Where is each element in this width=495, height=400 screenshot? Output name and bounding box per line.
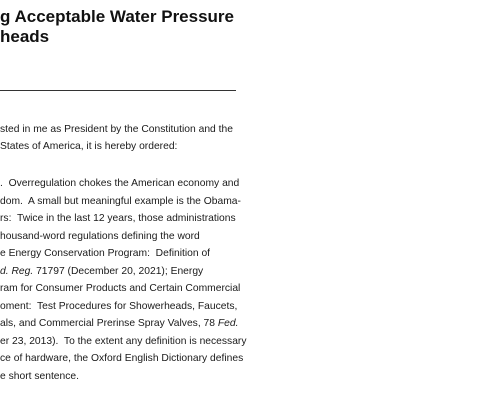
section-1-text-line-segment: e short sentence.: [0, 370, 79, 382]
section-1-text-line: [0, 248, 210, 260]
section-1-text-line: [0, 336, 247, 348]
section-1-text-line: [0, 231, 200, 243]
section-1-text-line-segment: ce of hardware, the Oxford English Dictionary defines: [0, 353, 244, 364]
section-1-text-line: [0, 213, 236, 225]
section-1-text-line-segment: e Energy Conservation Program: Definition of: [0, 248, 211, 259]
section-1-text-line: [0, 301, 237, 313]
section-1-text-line-segment: housand-word regulations defining the word: [0, 230, 200, 242]
section-1-text-line-segment: 71797 (December 20, 2021); Energy: [33, 265, 204, 277]
intro-text-line: [0, 124, 233, 136]
section-1-text-line-segment: als, and Commercial Prerinse Spray Valves, 78: [0, 318, 218, 329]
section-1-text-line: [0, 266, 203, 278]
document-title-line-2: heads: [0, 27, 50, 46]
section-1-text-line: [0, 178, 239, 190]
section-1-text-line-segment: ram for Consumer Products and Certain Commercial: [0, 283, 241, 294]
section-1-text-line: [0, 318, 238, 330]
section-1-text-line-segment: d. Reg.: [0, 265, 34, 277]
document-title-line-1: g Acceptable Water Pressure: [0, 7, 234, 26]
section-1-text-line-segment: er 23, 2013). To the extent any definition is necessary: [0, 335, 247, 347]
section-1-text-line-segment: . Overregulation chokes the American economy and: [0, 178, 240, 189]
section-1-text-line-segment: oment: Test Procedures for Showerheads, Faucets,: [0, 300, 238, 312]
section-1-text-line: [0, 353, 243, 365]
section-1-text-line-segment: Fed.: [217, 318, 239, 329]
section-1-text-line-segment: dom. A small but meaningful example is the Obama-: [0, 195, 241, 207]
title-divider: [0, 90, 236, 91]
section-1-text-line: [0, 371, 79, 383]
section-1-text-line: [0, 196, 241, 208]
intro-text-line-segment: States of America, it is hereby ordered:: [0, 141, 178, 152]
section-1-text-line-segment: rs: Twice in the last 12 years, those administrations: [0, 213, 236, 224]
intro-text-line-segment: sted in me as President by the Constitution and the: [0, 124, 233, 135]
section-1-text-line: [0, 283, 240, 295]
intro-text-line: [0, 141, 177, 153]
